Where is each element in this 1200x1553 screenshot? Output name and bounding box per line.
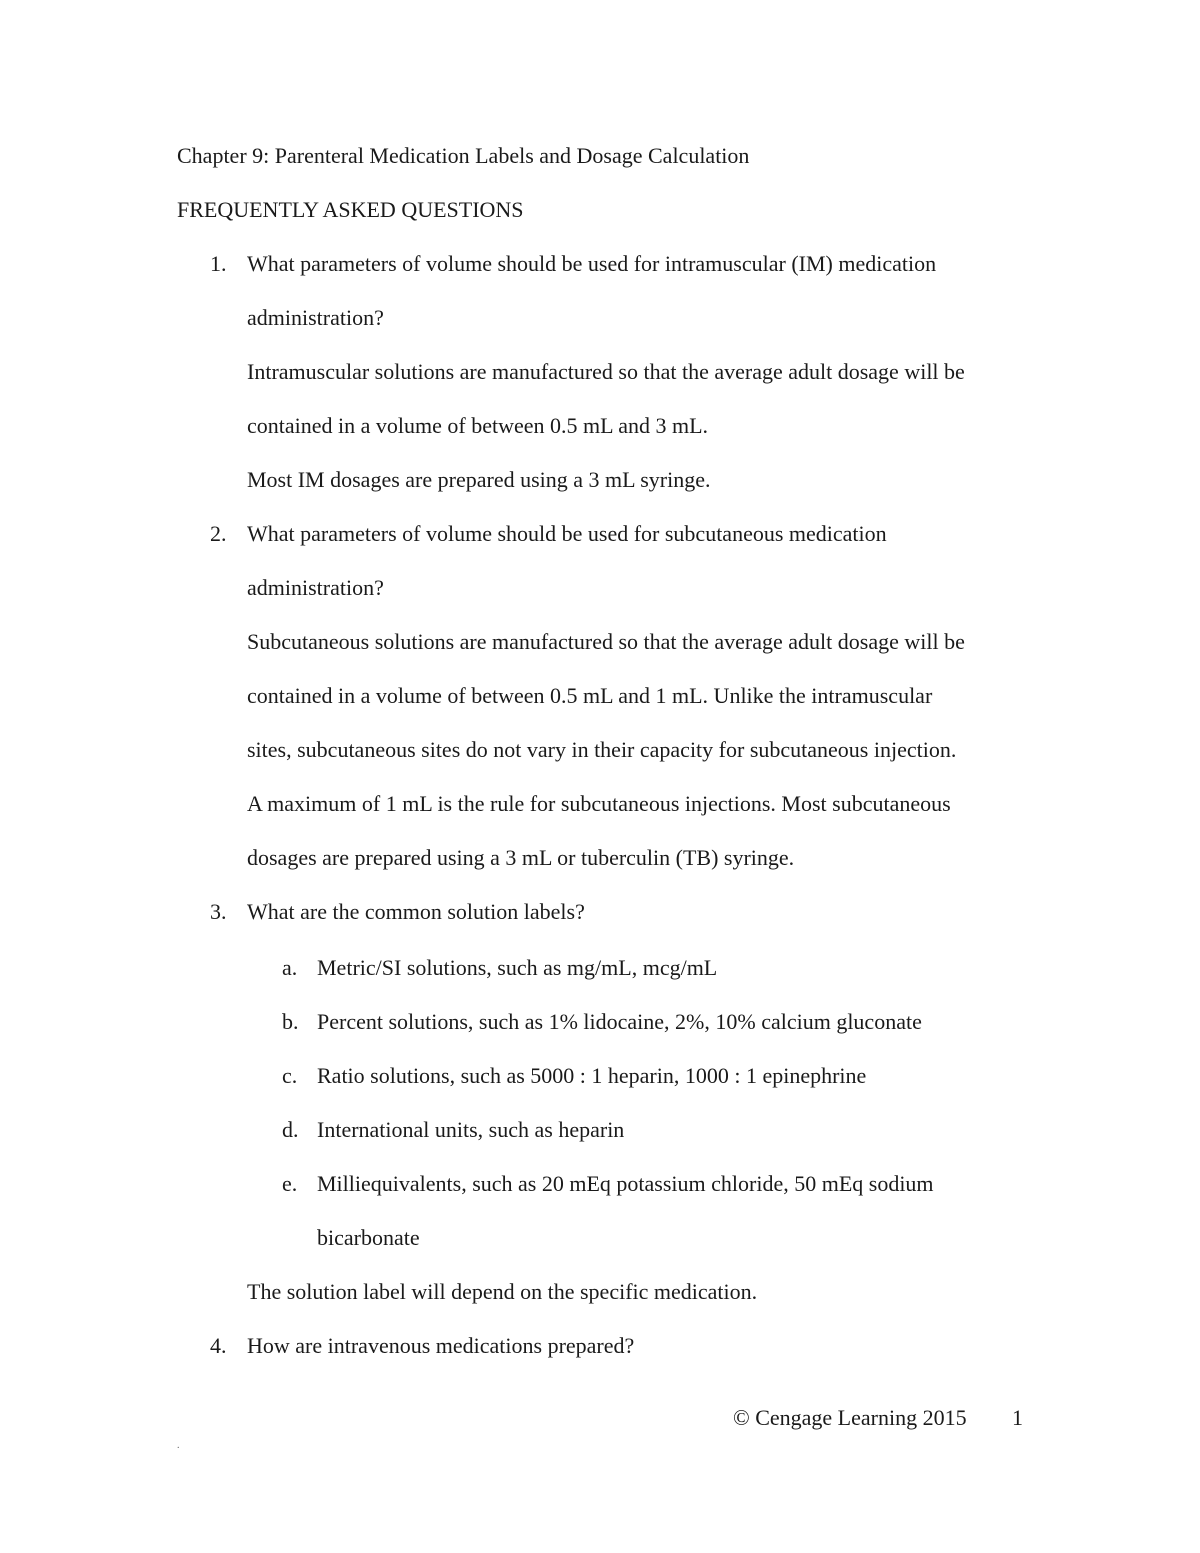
answer-text: A maximum of 1 mL is the rule for subcutaneous injections. Most subcutaneous	[247, 791, 951, 816]
sub-item-letter: c.	[282, 1063, 298, 1088]
question-text: What are the common solution labels?	[247, 899, 585, 924]
sub-item-text: Metric/SI solutions, such as mg/mL, mcg/mL	[317, 955, 718, 980]
sub-item-text: International units, such as heparin	[317, 1117, 625, 1142]
sub-item-text: Percent solutions, such as 1% lidocaine, 2%, 10% calcium gluconate	[317, 1009, 922, 1034]
sub-item-letter: e.	[282, 1171, 298, 1196]
decorative-dot: .	[177, 1440, 180, 1451]
question-number: 2.	[210, 521, 227, 546]
sub-item-letter: d.	[282, 1117, 299, 1142]
question-number: 4.	[210, 1333, 227, 1358]
answer-text: contained in a volume of between 0.5 mL and 3 mL.	[247, 413, 709, 438]
question-number: 3.	[210, 899, 227, 924]
sub-item-text: Milliequivalents, such as 20 mEq potassium chloride, 50 mEq sodium	[317, 1171, 934, 1196]
footer-copyright: © Cengage Learning 2015	[733, 1405, 967, 1430]
answer-text: dosages are prepared using a 3 mL or tuberculin (TB) syringe.	[247, 845, 795, 870]
sub-item-letter: a.	[282, 955, 298, 980]
question-text: How are intravenous medications prepared?	[247, 1333, 635, 1358]
footer-page-number: 1	[1012, 1405, 1023, 1430]
answer-text: contained in a volume of between 0.5 mL and 1 mL. Unlike the intramuscular	[247, 683, 933, 708]
answer-text: Intramuscular solutions are manufactured so that the average adult dosage will be	[247, 359, 965, 384]
question-text: What parameters of volume should be used for subcutaneous medication	[247, 521, 887, 546]
answer-text: Most IM dosages are prepared using a 3 mL syringe.	[247, 467, 711, 492]
question-text: administration?	[247, 575, 384, 600]
answer-text: Subcutaneous solutions are manufactured so that the average adult dosage will be	[247, 629, 965, 654]
section-heading: FREQUENTLY ASKED QUESTIONS	[177, 197, 524, 222]
sub-item-text: bicarbonate	[317, 1225, 420, 1250]
sub-item-text: Ratio solutions, such as 5000 : 1 heparin, 1000 : 1 epinephrine	[317, 1063, 867, 1088]
answer-text: sites, subcutaneous sites do not vary in their capacity for subcutaneous injection.	[247, 737, 957, 762]
chapter-title: Chapter 9: Parenteral Medication Labels and Dosage Calculation	[177, 143, 750, 168]
question-text: What parameters of volume should be used for intramuscular (IM) medication	[247, 251, 937, 276]
answer-text: The solution label will depend on the specific medication.	[247, 1279, 758, 1304]
question-text: administration?	[247, 305, 384, 330]
question-number: 1.	[210, 251, 227, 276]
sub-item-letter: b.	[282, 1009, 299, 1034]
